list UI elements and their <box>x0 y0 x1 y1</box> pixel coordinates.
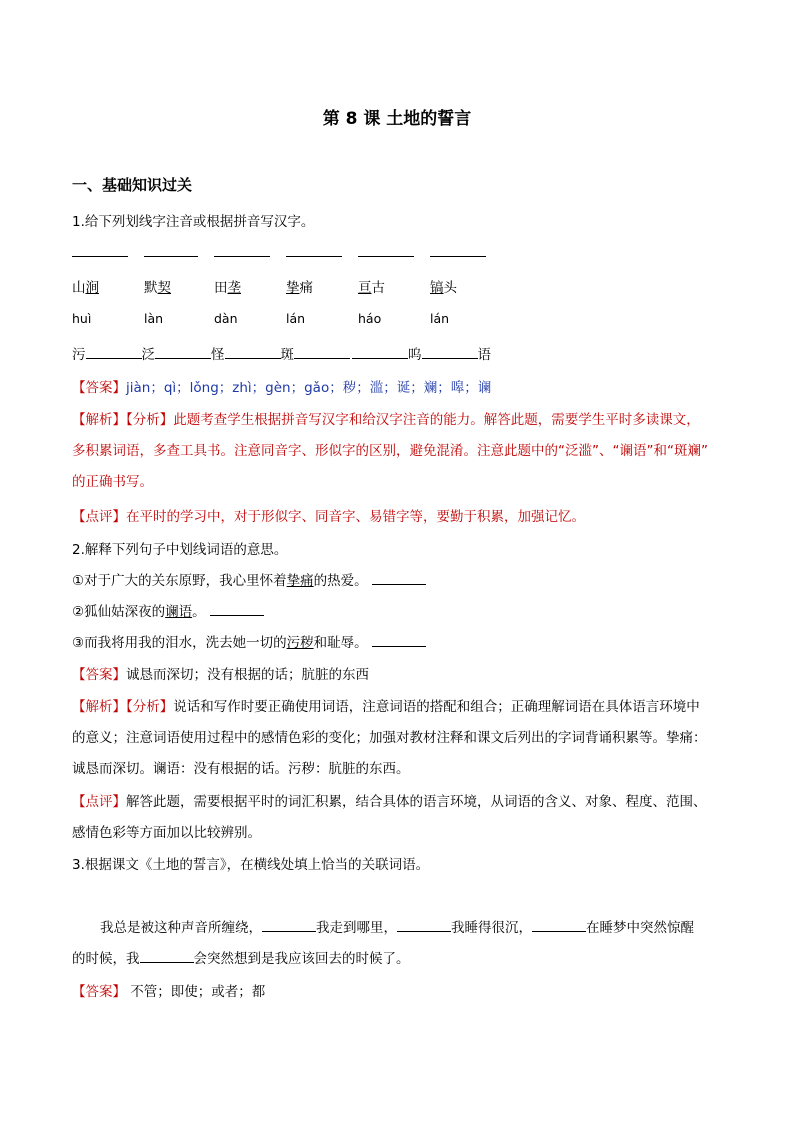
fill-char: 斑 <box>280 347 294 363</box>
passage-text: 会突然想到是我应该回去的时候了。 <box>193 951 410 967</box>
q1-answer <box>72 376 491 396</box>
underlined-word: 污秽 <box>286 635 314 651</box>
q2-analysis-line-3: 诚恳而深切。谰语：没有根据的话。污秽：肮脏的东西。 <box>72 761 410 777</box>
sentence-text: ②狐仙姑深夜的 <box>72 604 166 620</box>
pinyin-item: háo <box>358 311 382 326</box>
underlined-char: 挚 <box>286 280 300 296</box>
answer-blank <box>294 344 350 359</box>
answer-blank <box>430 256 486 257</box>
fill-char: 语 <box>477 347 491 363</box>
answer-blank <box>286 256 342 257</box>
answer-tag: 【答案】 <box>72 984 126 1000</box>
underlined-char: 垄 <box>227 280 241 296</box>
answer-text: jiàn；qì；lǒng；zhì；gèn；gǎo；秽；滥；诞；斓；嗥；谰 <box>126 380 492 396</box>
answer-text: 不管；即使；或者；都 <box>126 984 266 1000</box>
answer-blank <box>352 344 408 359</box>
q2-comment-line-1 <box>72 790 707 810</box>
q1-prompt: 1.给下列划线字注音或根据拼音写汉字。 <box>72 214 315 230</box>
underlined-char: 涧 <box>85 280 99 296</box>
q2-analysis-line-1 <box>72 695 700 715</box>
fill-char: 怪 <box>211 347 225 363</box>
answer-blank <box>214 256 270 257</box>
sentence-text: ③而我将用我的泪水，洗去她一切的 <box>72 635 287 651</box>
fill-char: 呜 <box>408 347 422 363</box>
answer-blank <box>532 917 586 932</box>
answer-tag: 【答案】 <box>72 380 126 396</box>
passage-text: 我总是被这种声音所缠绕， <box>100 920 262 936</box>
answer-blank <box>144 256 198 257</box>
q2-answer <box>72 663 369 683</box>
answer-blank <box>358 256 414 257</box>
q2-analysis-line-2: 的意义；注意词语使用过程中的感情色彩的变化；加强对教材注释和课文后列出的字词背诵积累等。挚痛： <box>72 730 707 746</box>
comment-text: 在平时的学习中，对于形似字、同音字、易错字等，要勤于积累，加强记忆。 <box>126 509 585 525</box>
sentence-text: 和耻辱。 <box>313 635 368 651</box>
pinyin-item: làn <box>144 311 164 326</box>
passage-text: 我睡得很沉， <box>451 920 532 936</box>
passage-text: 的时候，我 <box>72 951 140 967</box>
answer-blank <box>86 344 142 359</box>
q3-prompt: 3.根据课文《土地的誓言》，在横线处填上恰当的关联词语。 <box>72 857 430 873</box>
q1-fill-row <box>72 343 491 363</box>
q3-passage-line-1 <box>100 916 694 936</box>
pinyin-item: lán <box>286 311 306 326</box>
answer-tag: 【答案】 <box>72 667 126 683</box>
word-item: 田垄 <box>214 280 241 296</box>
fill-char: 泛 <box>141 347 155 363</box>
sentence-text: 的热爱。 <box>313 573 368 589</box>
answer-blank <box>72 256 128 257</box>
q2-comment-line-2: 感情色彩等方面加以比较辨别。 <box>72 825 261 841</box>
answer-blank <box>210 601 264 616</box>
passage-text: 在睡梦中突然惊醒 <box>586 920 694 936</box>
underlined-word: 谰语 <box>165 604 193 620</box>
answer-blank <box>422 344 478 359</box>
analysis-tag: 【解析】【分析】 <box>72 699 174 715</box>
q2-prompt: 2.解释下列句子中划线词语的意思。 <box>72 542 288 558</box>
word-item: 镐头 <box>430 280 457 296</box>
page-title: 第 8 课 土地的誓言 <box>322 109 472 129</box>
section-heading: 一、基础知识过关 <box>72 176 193 194</box>
fill-char: 污 <box>72 347 86 363</box>
answer-blank <box>372 632 426 647</box>
comment-tag: 【点评】 <box>72 509 126 525</box>
q1-analysis-line-3: 的正确书写。 <box>72 474 153 490</box>
pinyin-item: dàn <box>214 311 238 326</box>
q2-sentence-1 <box>72 569 426 589</box>
answer-blank <box>262 917 316 932</box>
analysis-text: 说话和写作时要正确使用词语，注意词语的搭配和组合；正确理解词语在具体语言环境中 <box>173 699 700 715</box>
underlined-word: 挚痛 <box>286 573 314 589</box>
answer-blank <box>155 344 211 359</box>
underlined-char: 契 <box>157 280 171 296</box>
q1-analysis-line-1 <box>72 408 700 428</box>
pinyin-item: huì <box>72 311 92 326</box>
underlined-char: 镐 <box>430 280 444 296</box>
answer-blank <box>372 570 426 585</box>
q2-sentence-3 <box>72 631 426 651</box>
answer-blank <box>140 948 194 963</box>
answer-blank <box>225 344 281 359</box>
q1-comment <box>72 505 585 525</box>
sentence-text: 。 <box>192 604 206 620</box>
q3-passage-line-2 <box>72 947 410 967</box>
word-item: 山涧 <box>72 280 99 296</box>
answer-text: 诚恳而深切；没有根据的话；肮脏的东西 <box>126 667 369 683</box>
analysis-tag: 【解析】【分析】 <box>72 412 174 428</box>
comment-text: 解答此题，需要根据平时的词汇积累，结合具体的语言环境，从词语的含义、对象、程度、范围、 <box>126 794 707 810</box>
sentence-text: ①对于广大的关东原野，我心里怀着 <box>72 573 287 589</box>
pinyin-item: lán <box>430 311 450 326</box>
underlined-char: 亘 <box>358 280 372 296</box>
answer-blank <box>397 917 451 932</box>
q1-analysis-line-2: 多积累词语，多查工具书。注意同音字、形似字的区别，避免混淆。注意此题中的“泛滥”、“谰语”和“斑斓” <box>72 443 708 459</box>
analysis-text: 此题考查学生根据拼音写汉字和给汉字注音的能力。解答此题，需要学生平时多读课文， <box>173 412 700 428</box>
q2-sentence-2 <box>72 600 264 620</box>
word-item: 默契 <box>144 280 171 296</box>
passage-text: 我走到哪里， <box>316 920 397 936</box>
comment-tag: 【点评】 <box>72 794 126 810</box>
q3-answer <box>72 980 265 1000</box>
word-item: 亘古 <box>358 280 385 296</box>
word-item: 挚痛 <box>286 280 313 296</box>
